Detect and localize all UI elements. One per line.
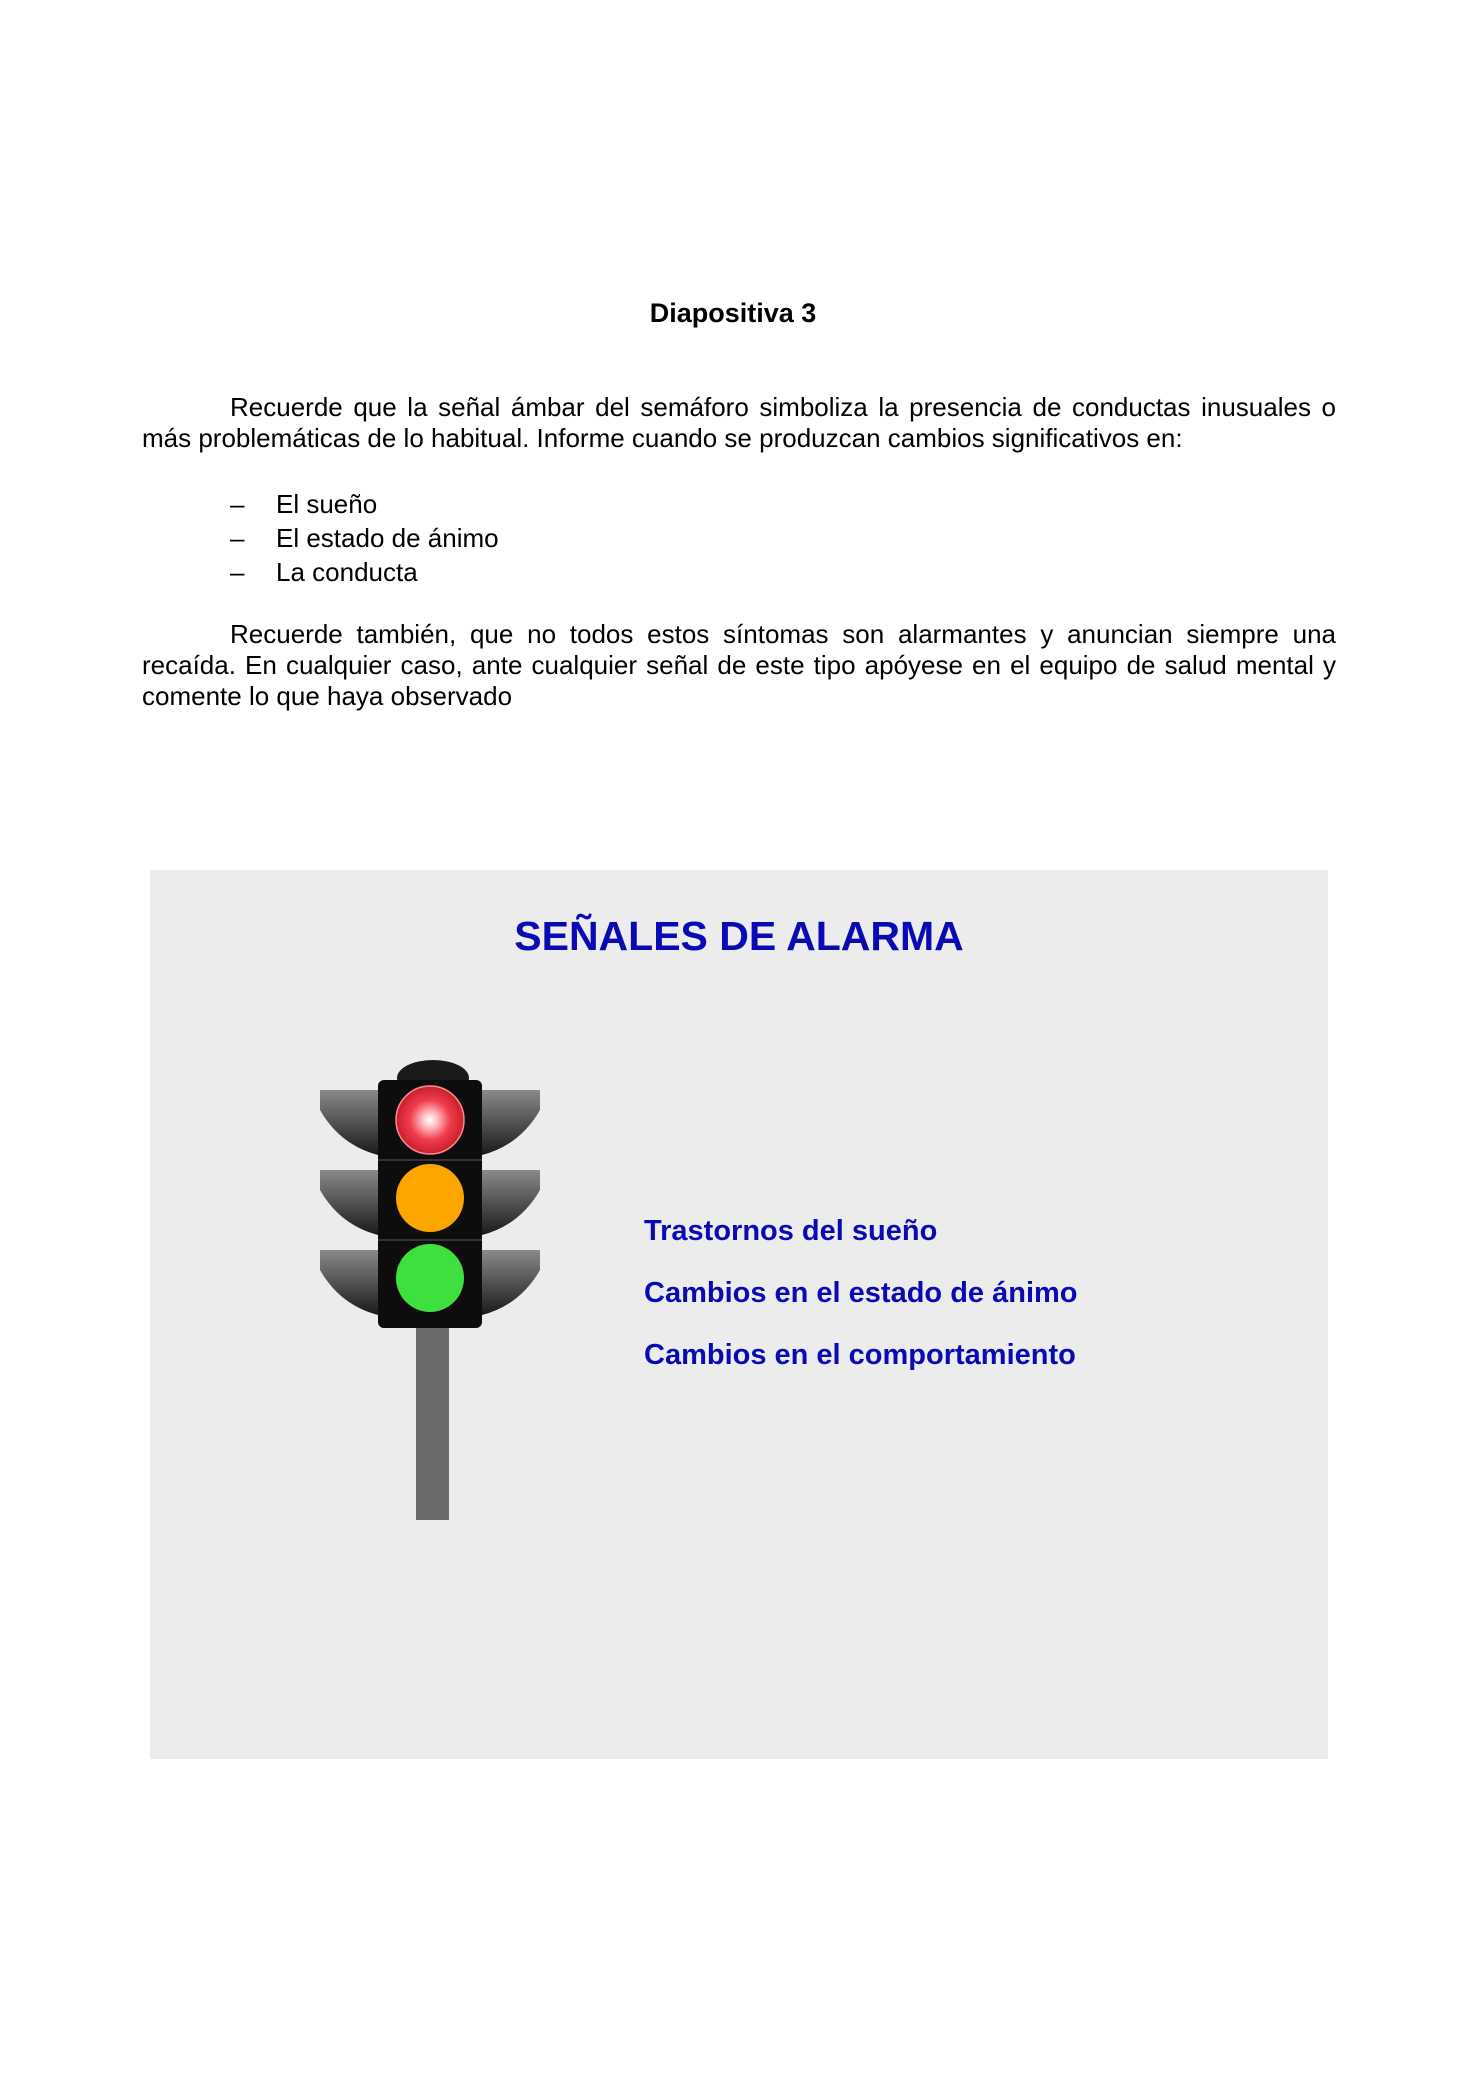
page-title: Diapositiva 3	[649, 298, 817, 328]
alarm-signal-item: Cambios en el comportamiento	[644, 1339, 1076, 1371]
list-item	[230, 521, 499, 555]
list-item-text: El estado de ánimo	[276, 523, 499, 553]
closing-paragraph: Recuerde también, que no todos estos síntomas son alarmantes y anuncian siempre una recaída. En cualquier caso, ante cualquier señal de este tipo apóyese en el equipo de salud mental y comente lo que haya observado	[142, 619, 1336, 711]
slide-image	[150, 870, 1328, 1759]
list-bullet: –	[230, 523, 245, 553]
alarm-signal-item: Trastornos del sueño	[644, 1215, 938, 1247]
list-item-text: La conducta	[276, 557, 418, 587]
traffic-light-icon	[320, 1060, 550, 1520]
list-bullet: –	[230, 557, 245, 587]
list-item	[230, 555, 499, 589]
traffic-light-pole	[416, 1326, 449, 1520]
alarm-signal-list	[644, 1200, 1078, 1386]
green-light	[396, 1244, 464, 1312]
amber-light	[396, 1164, 464, 1232]
change-list	[230, 487, 499, 589]
intro-paragraph: Recuerde que la señal ámbar del semáforo simboliza la presencia de conductas inusuales o más problemáticas de lo habitual. Informe cuando se produzcan cambios significativos en:	[142, 392, 1336, 453]
list-item	[230, 487, 499, 521]
slide-title: SEÑALES DE ALARMA	[514, 913, 964, 959]
list-item-text: El sueño	[276, 489, 378, 519]
alarm-signal-item: Cambios en el estado de ánimo	[644, 1277, 1078, 1309]
list-bullet: –	[230, 489, 245, 519]
